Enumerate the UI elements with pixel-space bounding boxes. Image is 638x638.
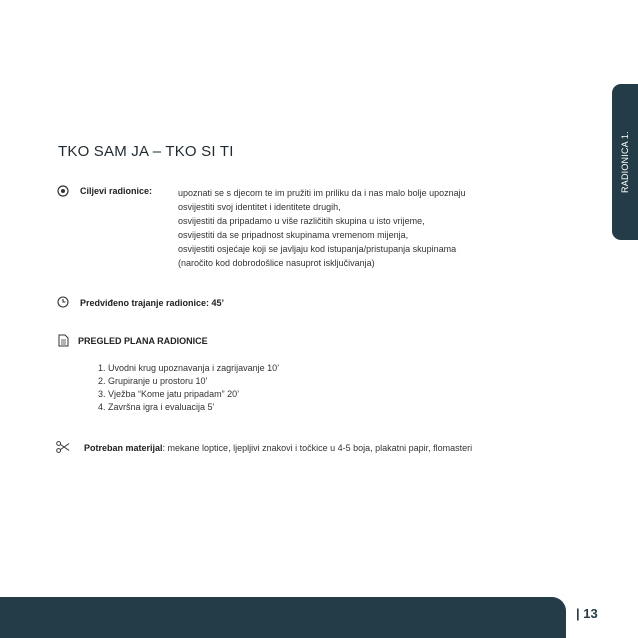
list-item: 2. Grupiranje u prostoru 10’ <box>98 376 208 386</box>
materials-label: Potreban materijal <box>84 443 163 453</box>
plan-steps <box>98 362 279 414</box>
list-item: 3. Vježba “Kome jatu pripadam” 20’ <box>98 389 240 399</box>
list-item: 4. Završna igra i evaluacija 5’ <box>98 402 215 412</box>
goals-label: Ciljevi radionice: <box>80 186 153 196</box>
plan-heading: PREGLED PLANA RADIONICE <box>78 336 208 346</box>
materials-line <box>84 443 472 453</box>
list-item: osvijestiti svoj identitet i identitete drugih, <box>178 202 341 212</box>
list-item: upoznati se s djecom te im pružiti im priliku da i nas malo bolje upoznaju <box>178 188 466 198</box>
page-title: TKO SAM JA – TKO SI TI <box>58 143 234 160</box>
materials-text: : mekane loptice, ljepljivi znakovi i točkice u 4-5 boja, plakatni papir, flomasteri <box>162 443 473 453</box>
list-item: (naročito kod dobrodošlice nasuprot isključivanja) <box>178 258 375 268</box>
list-item: osvijestiti da se pripadnost skupinama vremenom mijenja, <box>178 230 409 240</box>
document-icon <box>56 333 70 347</box>
footer-bar <box>0 597 566 638</box>
target-icon <box>56 184 70 198</box>
list-item: osvijestiti osjećaje koji se javljaju kod istupanja/pristupanja skupinama <box>178 244 457 254</box>
duration-label: Predviđeno trajanje radionice: 45’ <box>80 298 225 308</box>
scissors-icon <box>56 440 70 454</box>
goals-list <box>178 186 466 270</box>
side-tab-label: RADIONICA 1. <box>620 131 630 193</box>
list-item: 1. Uvodni krug upoznavanja i zagrijavanje 10’ <box>98 363 280 373</box>
clock-icon <box>56 295 70 309</box>
page-number: | 13 <box>576 606 598 621</box>
list-item: osvijestiti da pripadamo u više različitih skupina u isto vrijeme, <box>178 216 425 226</box>
